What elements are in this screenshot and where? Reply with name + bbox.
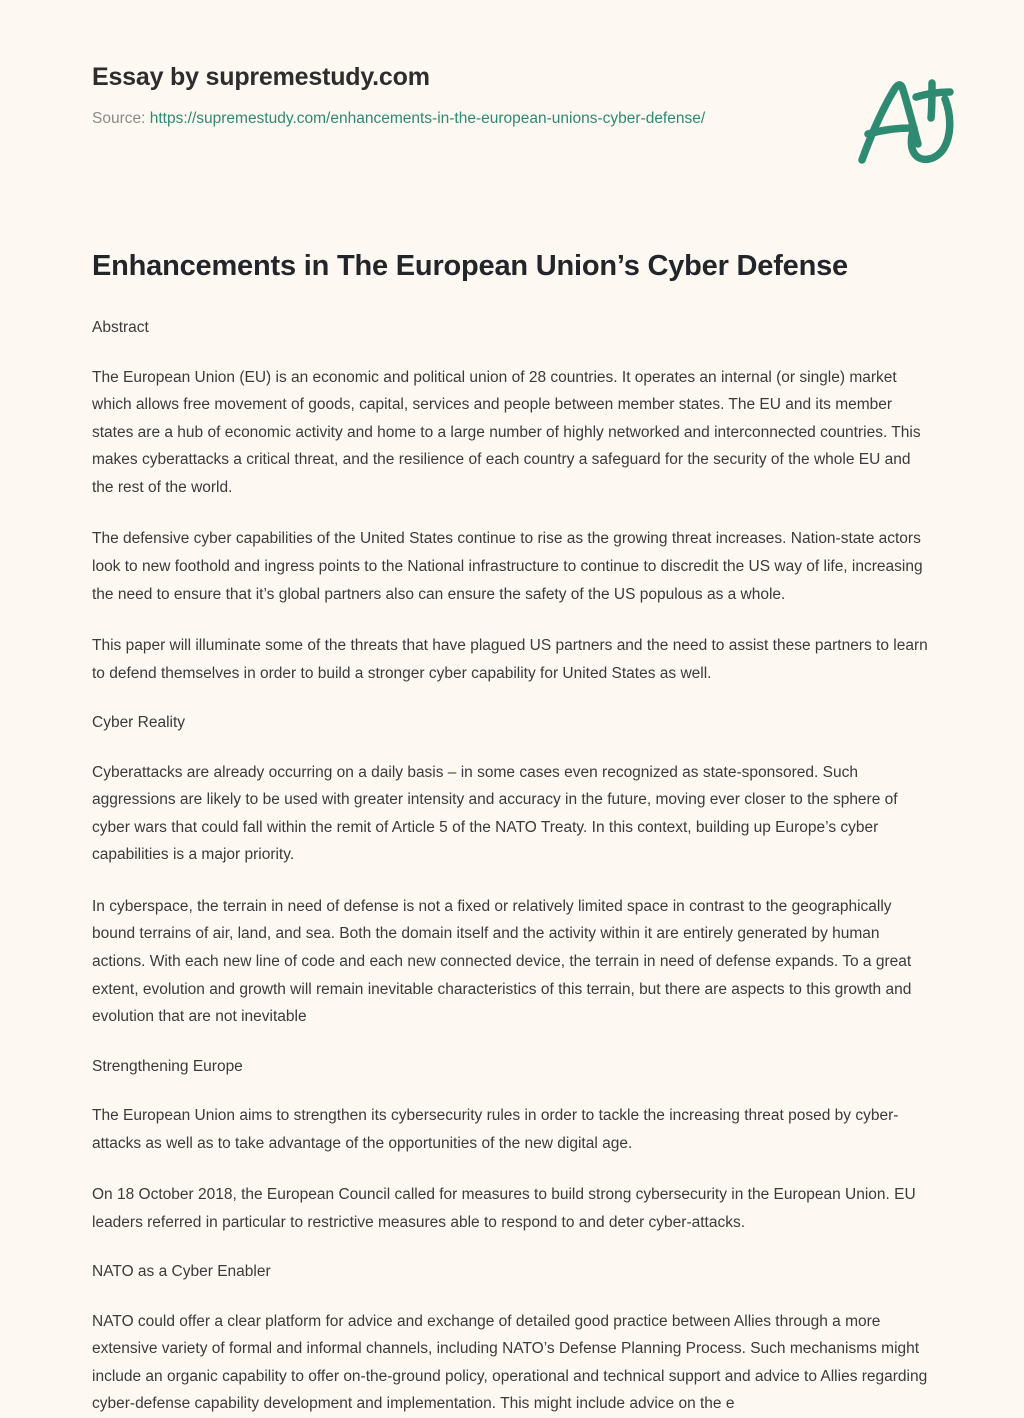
a-plus-logo-icon [838,52,988,202]
section-heading: Abstract [92,319,149,337]
body-paragraph: Cyberattacks are already occurring on a daily basis – in some cases even recognized as state-sponsored. Such aggressions are likely to be used with greater intensity and accuracy in the future, moving ever closer to the sphere of cyber wars that could fall within the remit of Article 5 of the NATO Treaty. In this context, building up Europe’s cyber capabilities is a major priority. [92,763,898,864]
body-paragraph: The European Union aims to strengthen its cybersecurity rules in order to tackle the increasing threat posed by cyber-attacks as well as to take advantage of the opportunities of the new digital age. [92,1106,899,1152]
section-heading: Strengthening Europe [92,1057,243,1075]
page-title: Enhancements in The European Union’s Cyber Defense [92,250,848,282]
section-heading: NATO as a Cyber Enabler [92,1263,271,1281]
source-line [92,109,932,129]
body-paragraph: In cyberspace, the terrain in need of defense is not a fixed or relatively limited space in contrast to the geographically bound terrains of air, land, and sea. Both the domain itself and the activity within it are entirely generated by human actions. With each new line of code and each new connected device, the terrain in need of defense expands. To a great extent, evolution and growth will remain inevitable characteristics of this terrain, but there are aspects to this growth and evolution that are not inevitable [92,897,912,1026]
body-paragraph: NATO could offer a clear platform for advice and exchange of detailed good practice between Allies through a more extensive variety of formal and informal channels, including NATO’s Defense Planning Process. Such mechanisms might include an organic capability to offer on-the-ground policy, operational and technical support and advice to Allies regarding cyber-defense capability development and implementation. This might include advice on the e [92,1312,928,1413]
source-url-link[interactable]: https://supremestudy.com/enhancements-in-the-european-unions-cyber-defense/ [149,110,706,127]
essay-body [92,248,932,1418]
section-heading: Cyber Reality [92,714,186,732]
source-label: Source: [92,110,146,127]
content-blocks [92,316,932,1418]
body-paragraph: The defensive cyber capabilities of the United States continue to rise as the growing threat increases. Nation-state actors look to new foothold and ingress points to the National infrastructure to continue to discredit the US way of life, increasing the need to ensure that it’s global partners also can ensure the safety of the US populous as a whole. [92,530,923,603]
body-paragraph: On 18 October 2018, the European Council called for measures to build strong cybersecurity in the European Union. EU leaders referred in particular to restrictive measures able to respond to and deter cyber-attacks. [92,1186,916,1231]
body-paragraph: The European Union (EU) is an economic and political union of 28 countries. It operates an internal (or single) market which allows free movement of goods, capital, services and people between member states. The EU and its member states are a hub of economic activity and home to a large number of highly networked and interconnected countries. This makes cyberattacks a critical threat, and the resilience of each country a safeguard for the security of the whole EU and the rest of the world. [92,368,921,496]
supremestudy-logo [838,52,988,202]
body-paragraph: This paper will illuminate some of the threats that have plagued US partners and the need to assist these partners to learn to defend themselves in order to build a stronger cyber capability for United States as well. [92,637,928,682]
brand-title: Essay by supremestudy.com [92,63,430,91]
